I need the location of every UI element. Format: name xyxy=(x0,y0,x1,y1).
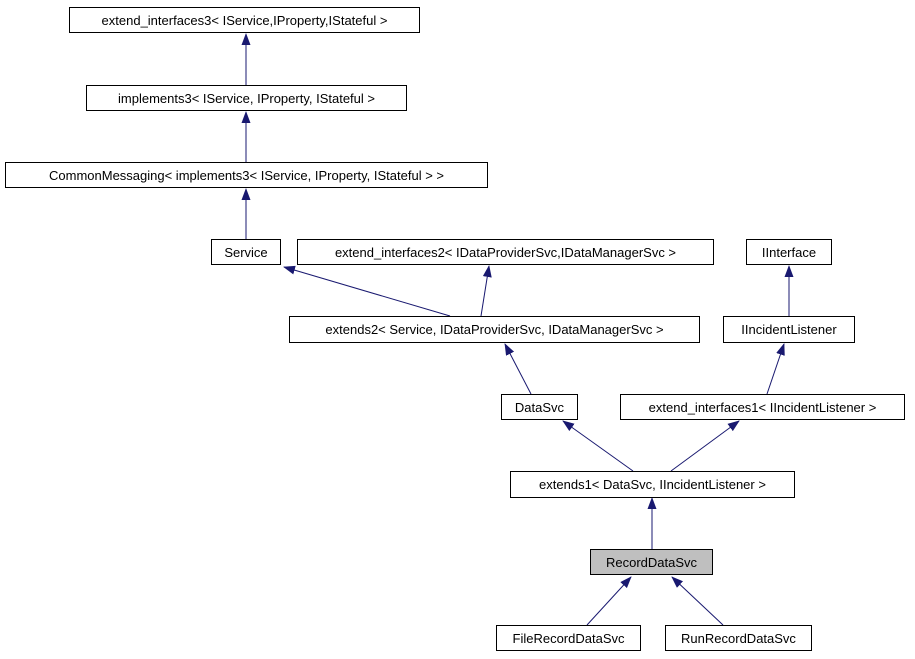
edge-run-record-data-svc-to-record-data-svc xyxy=(672,577,723,625)
class-node-extend-interfaces1[interactable]: extend_interfaces1< IIncidentListener > xyxy=(620,394,905,420)
class-node-extend-interfaces2[interactable]: extend_interfaces2< IDataProviderSvc,IDataManagerSvc > xyxy=(297,239,714,265)
class-node-iinterface[interactable]: IInterface xyxy=(746,239,832,265)
class-node-common-messaging[interactable]: CommonMessaging< implements3< IService, IProperty, IStateful > > xyxy=(5,162,488,188)
class-node-datasvc[interactable]: DataSvc xyxy=(501,394,578,420)
edge-file-record-data-svc-to-record-data-svc xyxy=(587,577,631,625)
class-node-iincident-listener[interactable]: IIncidentListener xyxy=(723,316,855,343)
class-node-extends2[interactable]: extends2< Service, IDataProviderSvc, IDataManagerSvc > xyxy=(289,316,700,343)
class-node-extend-interfaces3[interactable]: extend_interfaces3< IService,IProperty,IStateful > xyxy=(69,7,420,33)
edge-extends2-to-extend-interfaces2 xyxy=(481,266,489,316)
class-node-record-data-svc: RecordDataSvc xyxy=(590,549,713,575)
class-node-file-record-data-svc[interactable]: FileRecordDataSvc xyxy=(496,625,641,651)
class-node-implements3[interactable]: implements3< IService, IProperty, IStateful > xyxy=(86,85,407,111)
edge-datasvc-to-extends2 xyxy=(505,344,531,394)
edge-extends1-to-datasvc xyxy=(563,421,633,471)
class-node-extends1[interactable]: extends1< DataSvc, IIncidentListener > xyxy=(510,471,795,498)
class-node-run-record-data-svc[interactable]: RunRecordDataSvc xyxy=(665,625,812,651)
edge-extend-interfaces1-to-iincident-listener xyxy=(767,344,784,394)
edge-extends2-to-service xyxy=(284,267,450,316)
class-node-service[interactable]: Service xyxy=(211,239,281,265)
edge-extends1-to-extend-interfaces1 xyxy=(671,421,739,471)
